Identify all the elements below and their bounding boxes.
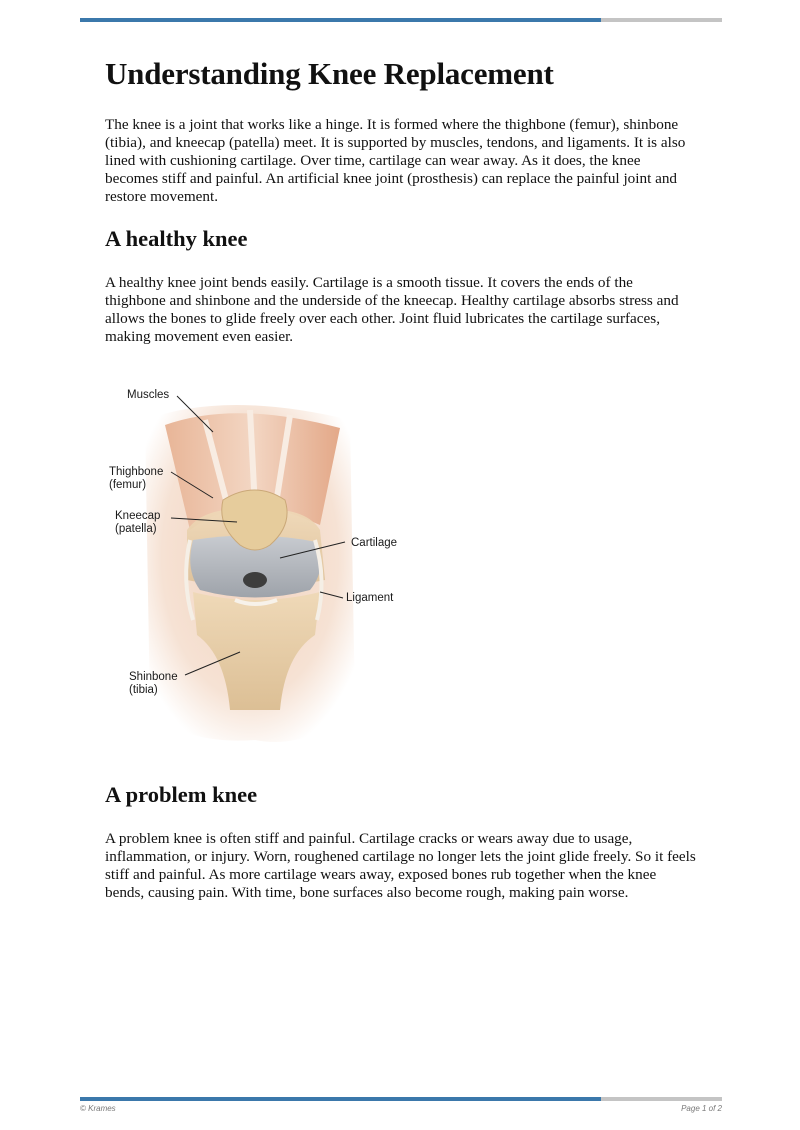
label-kneecap: Kneecap bbox=[115, 510, 161, 522]
label-thighbone: Thighbone bbox=[109, 466, 164, 478]
header-rule-accent bbox=[80, 18, 601, 22]
section-body-healthy-knee: A healthy knee joint bends easily. Cartilage is a smooth tissue. It covers the ends of the thighbone and shinbone and the underside of the kneecap. Healthy cartilage absorbs stress and allows the bones to glide freely over each other. Joint fluid lubricates the cartilage surfaces, making movement even easier. bbox=[105, 274, 679, 345]
footer-rule bbox=[80, 1097, 722, 1101]
label-muscles: Muscles bbox=[127, 389, 170, 401]
knee-anatomy-illustration bbox=[105, 380, 425, 750]
footer-page-number: Page 1 of 2 bbox=[681, 1104, 722, 1113]
label-tibia: (tibia) bbox=[129, 684, 158, 696]
label-patella: (patella) bbox=[115, 523, 157, 535]
intro-paragraph: The knee is a joint that works like a hinge. It is formed where the thighbone (femur), shinbone (tibia), and kneecap (patella) meet. It is supported by muscles, tendons, and ligaments. It is also lined with cushioning cartilage. Over time, cartilage can wear away. As it does, the knee becomes stiff and painful. An artificial knee joint (prosthesis) can replace the painful joint and restore movement. bbox=[105, 116, 686, 205]
section-heading-problem-knee: A problem knee bbox=[105, 782, 258, 807]
label-cartilage: Cartilage bbox=[351, 537, 398, 549]
section-body-problem-knee: A problem knee is often stiff and painful. Cartilage cracks or wears away due to usage, inflammation, or injury. Worn, roughened cartilage no longer lets the joint glide freely. So it feels stiff and painful. As more cartilage wears away, exposed bones rub together when the knee bends, causing pain. With time, bone surfaces also become rough, making pain worse. bbox=[105, 830, 696, 901]
knee-illustration-svg bbox=[105, 380, 425, 750]
label-shinbone: Shinbone bbox=[129, 671, 178, 683]
label-ligament: Ligament bbox=[346, 592, 394, 604]
joint-gap bbox=[243, 572, 267, 588]
section-heading-healthy-knee: A healthy knee bbox=[105, 226, 248, 251]
footer-rule-accent bbox=[80, 1097, 601, 1101]
label-femur: (femur) bbox=[109, 479, 147, 491]
header-rule bbox=[80, 18, 722, 22]
page-title: Understanding Knee Replacement bbox=[105, 56, 554, 91]
footer-copyright: © Krames bbox=[80, 1104, 116, 1113]
